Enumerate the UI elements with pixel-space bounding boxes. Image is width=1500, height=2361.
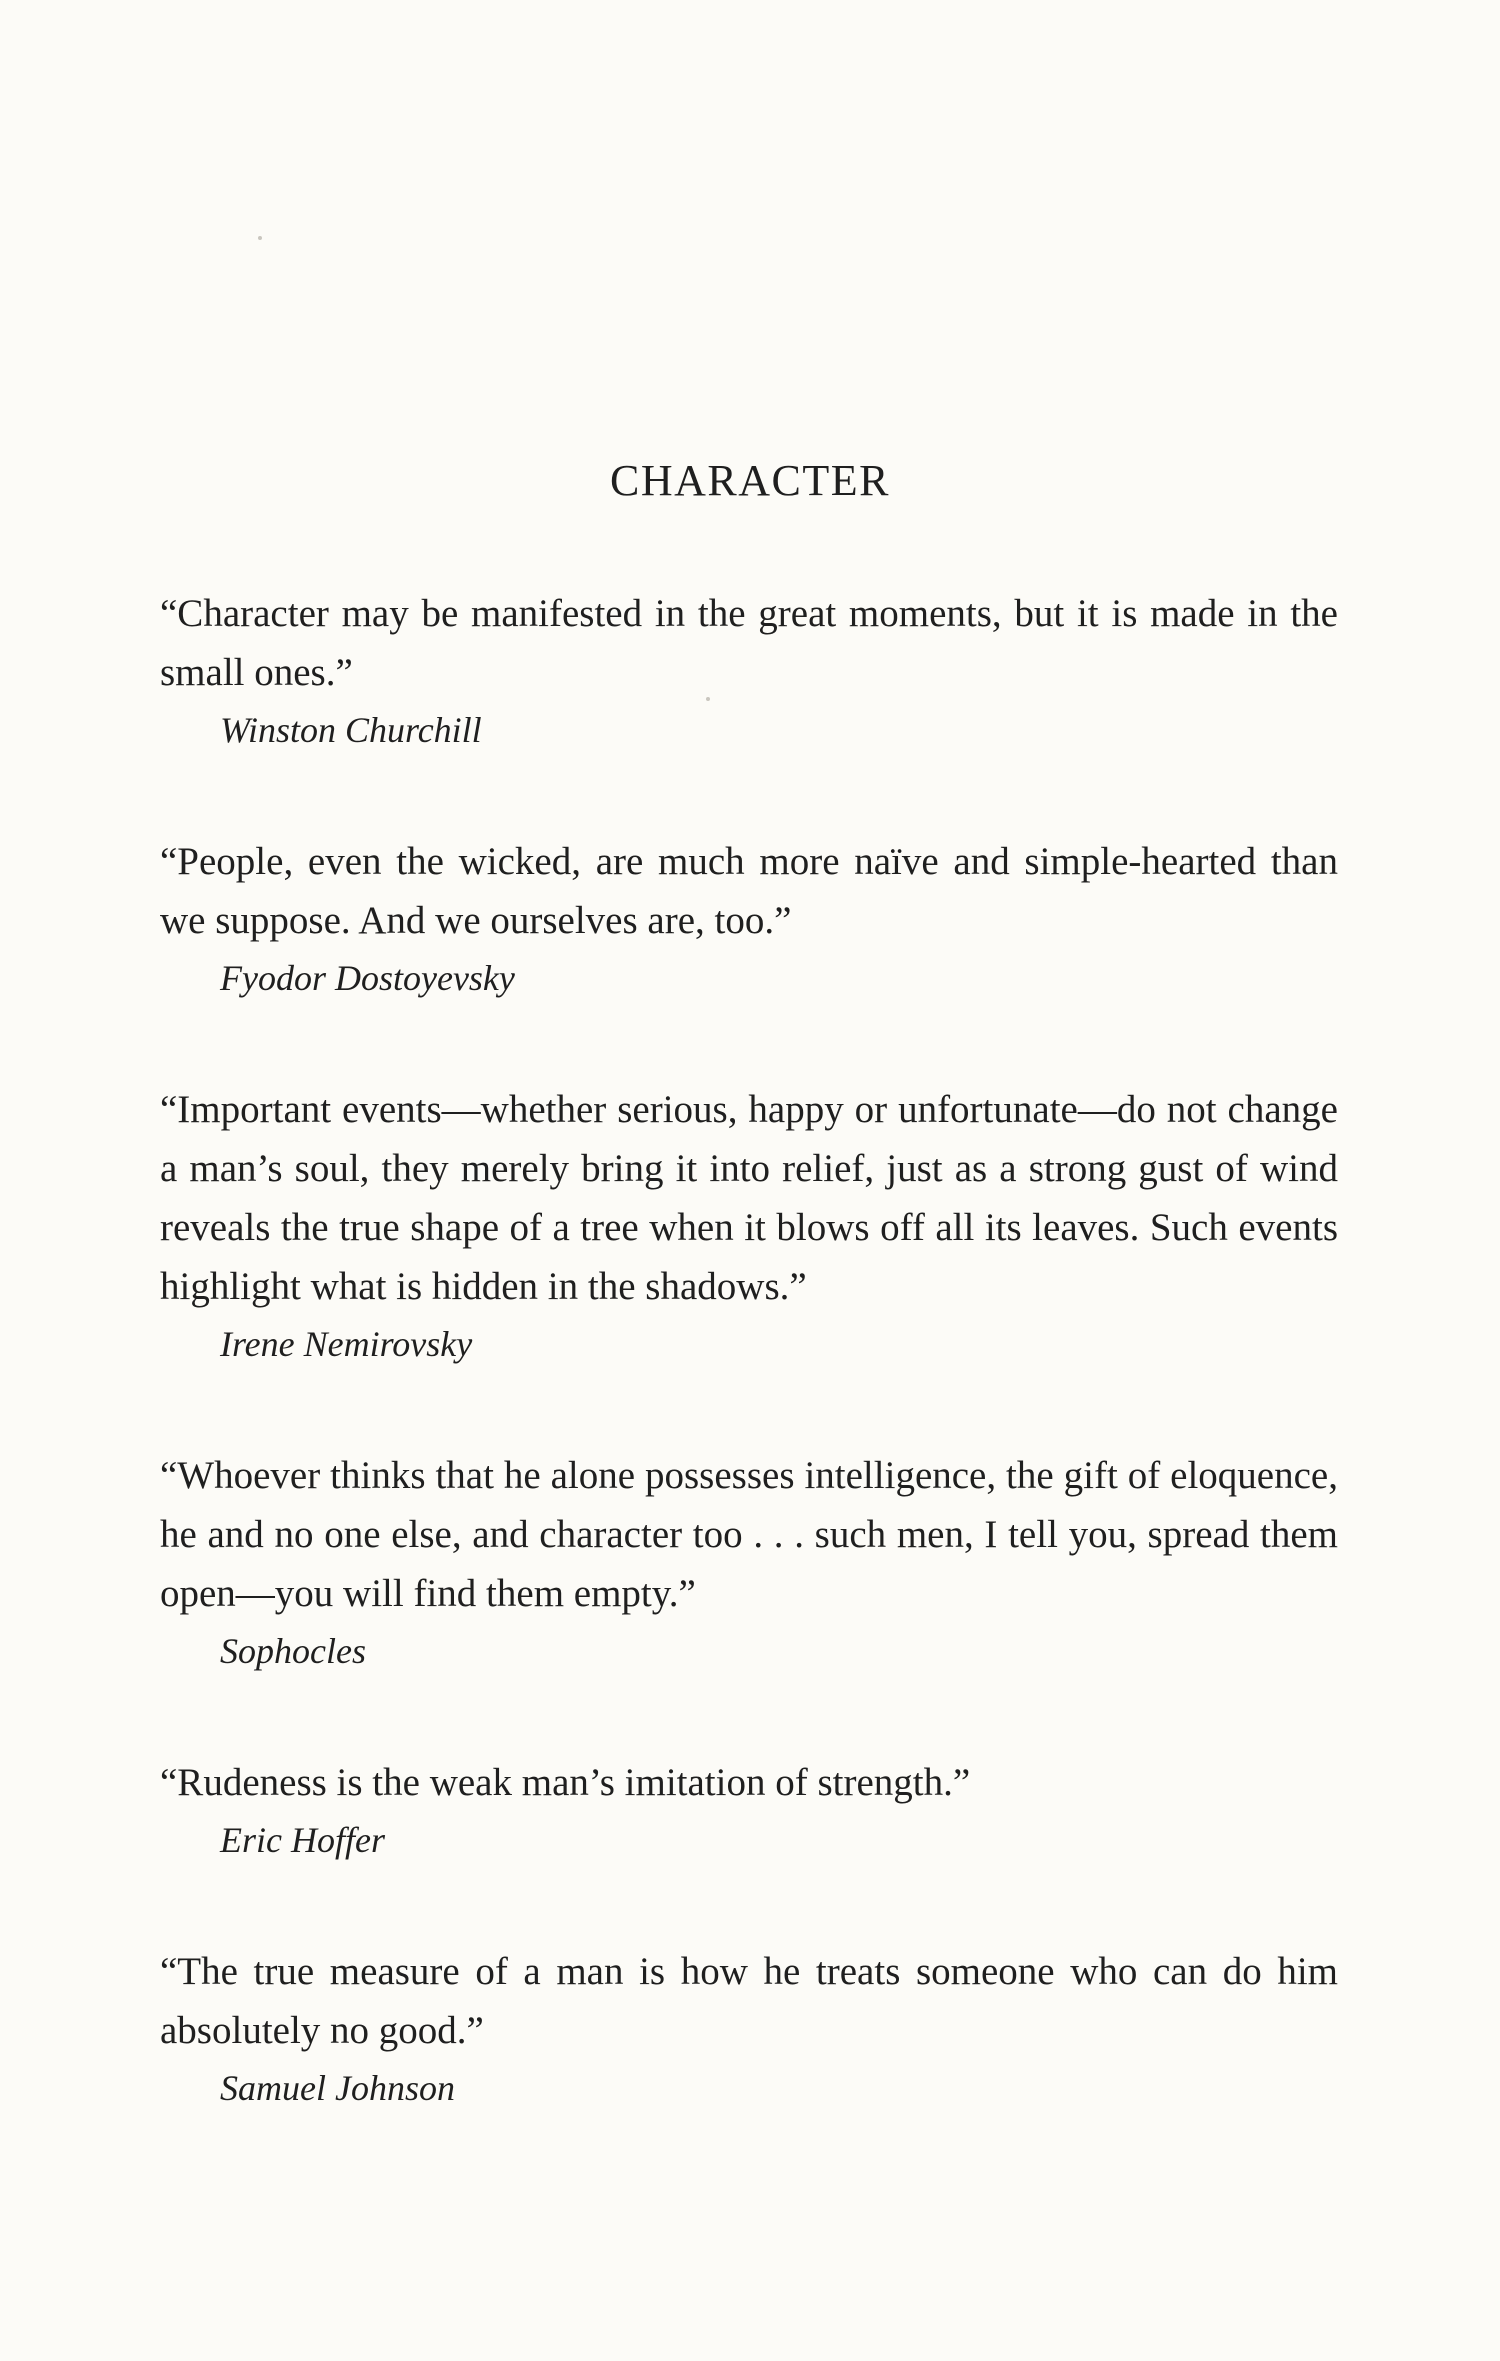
quote-text: “Whoever thinks that he alone possesses intelligence, the gift of eloquence, he and no one else, and character too . . . such men, I tell you, spread them open—you will find them empty.” — [160, 1454, 1338, 1615]
quote-block — [160, 1446, 1338, 1679]
quote-list — [160, 584, 1338, 2190]
quote-block — [160, 1753, 1338, 1868]
quote-author: Sophocles — [220, 1631, 366, 1671]
quote-author: Samuel Johnson — [220, 2068, 455, 2108]
quote-text: “Rudeness is the weak man’s imitation of strength.” — [160, 1761, 971, 1804]
page-title: CHARACTER — [610, 456, 890, 505]
quote-block — [160, 1942, 1338, 2116]
quote-block — [160, 832, 1338, 1006]
quote-block — [160, 584, 1338, 758]
quote-text: “People, even the wicked, are much more naïve and simple-hearted than we suppose. And we ourselves are, too.” — [160, 840, 1338, 942]
quote-author: Fyodor Dostoyevsky — [220, 958, 515, 998]
quote-author: Irene Nemirovsky — [220, 1324, 473, 1364]
quote-text: “Character may be manifested in the great moments, but it is made in the small ones.” — [160, 592, 1338, 694]
paper-speck — [258, 236, 262, 240]
quote-author: Eric Hoffer — [220, 1820, 385, 1860]
quote-author: Winston Churchill — [220, 710, 482, 750]
quote-text: “Important events—whether serious, happy or unfortunate—do not change a man’s soul, they merely bring it into relief, just as a strong gust of wind reveals the true shape of a tree when it blows off all its leaves. Such events highlight what is hidden in the shadows.” — [160, 1088, 1338, 1308]
quote-text: “The true measure of a man is how he treats someone who can do him absolutely no good.” — [160, 1950, 1338, 2052]
quote-block — [160, 1080, 1338, 1372]
